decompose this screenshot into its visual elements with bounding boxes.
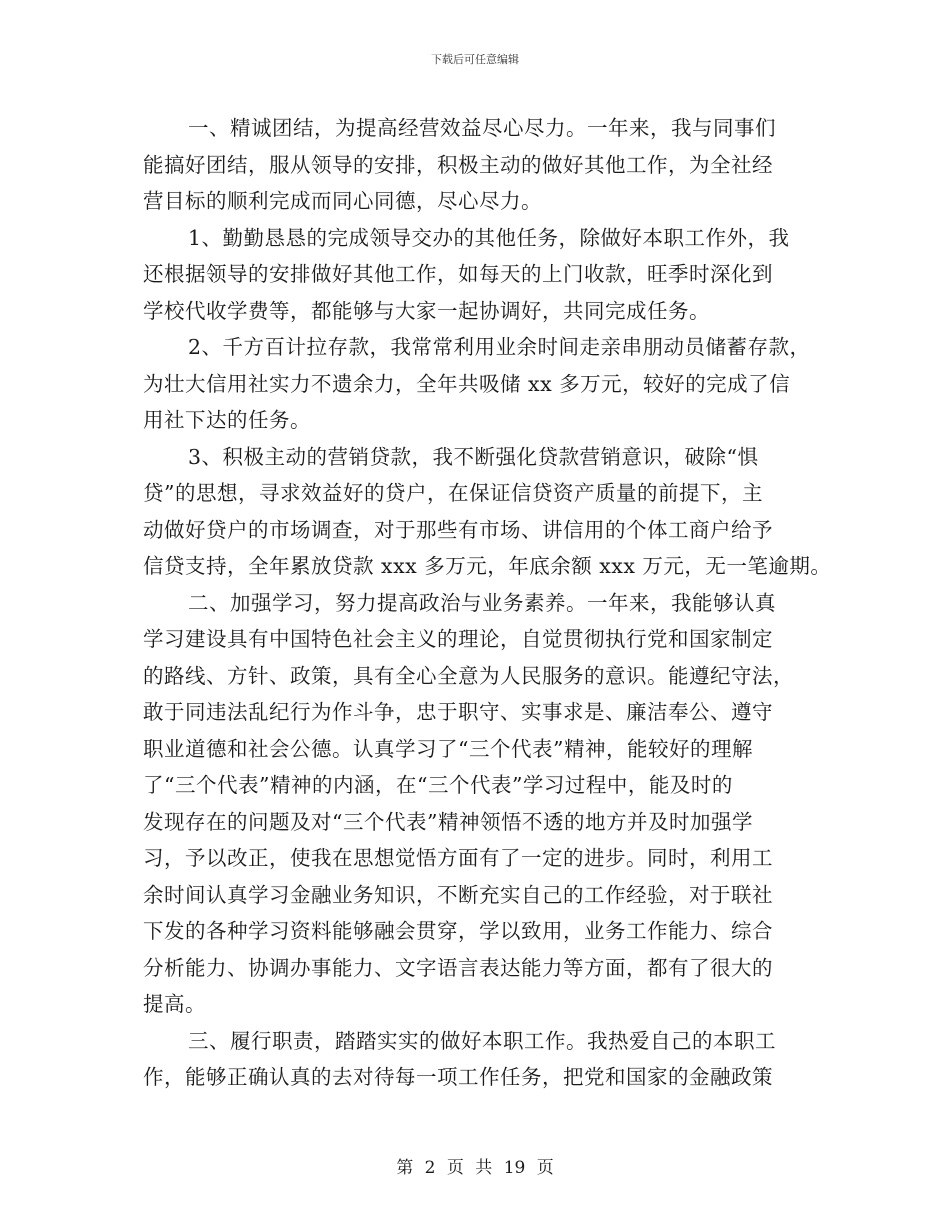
paragraph-line: 了“三个代表”精神的内涵，在“三个代表”学习过程中，能及时的 [143, 773, 733, 797]
paragraph-line: 二、加强学习，努力提高政治与业务素养。一年来，我能够认真 [188, 590, 776, 615]
header-note: 下载后可任意编辑 [431, 53, 519, 66]
paragraph-line: 信贷支持，全年累放贷款 xxx 多万元，年底余额 xxx 万元，无一笔逾期。 [143, 554, 832, 578]
paragraph-line: 三、履行职责，踏踏实实的做好本职工作。我热爱自己的本职工 [188, 1028, 776, 1053]
paragraph-line: 为壮大信用社实力不遗余力，全年共吸储 xx 多万元，较好的完成了信 [143, 371, 791, 396]
paragraph-line: 贷”的思想，寻求效益好的贷户，在保证信贷资产质量的前提下，主 [143, 481, 763, 505]
paragraph-line: 能搞好团结，服从领导的安排，积极主动的做好其他工作，为全社经 [143, 152, 773, 177]
paragraph-line: 敢于同违法乱纪行为作斗争，忠于职守、实事求是、廉洁奉公、遵守 [143, 700, 773, 724]
paragraph-line: 下发的各种学习资料能够融会贯穿，学以致用，业务工作能力、综合 [143, 919, 773, 943]
paragraph-line: 2、千方百计拉存款，我常常利用业余时间走亲串朋动员储蓄存款， [188, 335, 811, 359]
paragraph-line: 一、精诚团结，为提高经营效益尽心尽力。一年来，我与同事们 [188, 116, 776, 140]
paragraph-line: 分析能力、协调办事能力、文字语言表达能力等方面，都有了很大的 [143, 955, 773, 980]
page-number-footer: 第 2 页 共 19 页 [396, 1158, 554, 1178]
paragraph-line: 学习建设具有中国特色社会主义的理论，自觉贯彻执行党和国家制定 [143, 627, 773, 651]
paragraph-line: 提高。 [143, 992, 206, 1016]
paragraph-line: 的路线、方针、政策，具有全心全意为人民服务的意识。能遵纪守法， [143, 663, 794, 688]
paragraph-line: 1、勤勤恳恳的完成领导交办的其他任务，除做好本职工作外，我 [188, 225, 790, 250]
paragraph-line: 用社下达的任务。 [143, 408, 311, 432]
paragraph-line: 作，能够正确认真的去对待每一项工作任务，把党和国家的金融政策 [143, 1065, 773, 1089]
paragraph-line: 还根据领导的安排做好其他工作，如每天的上门收款，旺季时深化到 [143, 262, 773, 286]
paragraph-line: 3、积极主动的营销贷款，我不断强化贷款营销意识，破除“惧 [188, 444, 759, 469]
paragraph-line: 余时间认真学习金融业务知识，不断充实自己的工作经验，对于联社 [143, 882, 773, 907]
paragraph-line: 学校代收学费等，都能够与大家一起协调好，共同完成任务。 [143, 298, 710, 323]
document-body [143, 110, 832, 1096]
paragraph-line: 习，予以改正，使我在思想觉悟方面有了一定的进步。同时，利用工 [143, 846, 773, 870]
paragraph-line: 营目标的顺利完成而同心同德，尽心尽力。 [143, 189, 542, 213]
paragraph-line: 职业道德和社会公德。认真学习了“三个代表”精神，能较好的理解 [143, 736, 753, 761]
paragraph-line: 动做好贷户的市场调查，对于那些有市场、讲信用的个体工商户给予 [143, 517, 773, 542]
paragraph-line: 发现存在的问题及对“三个代表”精神领悟不透的地方并及时加强学 [143, 809, 753, 834]
